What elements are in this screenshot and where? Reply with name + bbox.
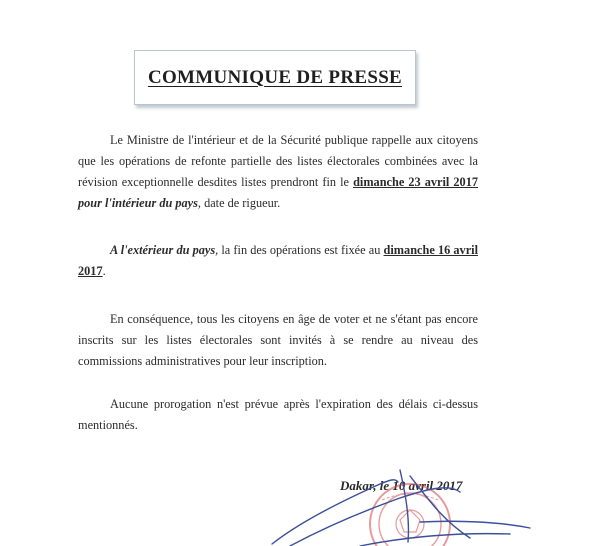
- interior-label: pour l'intérieur du pays: [78, 196, 198, 210]
- paragraph-1-text-a: Le Ministre de l'intérieur et de la Sécurité publique rappelle aux citoyens que les opérations de refonte partielle des listes électorales combinées avec la révision exceptionnelle desdites listes prendront fin le: [78, 133, 478, 189]
- paragraph-1-text-b: , date de rigueur.: [197, 196, 281, 210]
- paragraph-2-text-a: , la fin des opérations est fixée au: [215, 243, 384, 257]
- dateline: Dakar, le 10 avril 2017: [340, 478, 463, 493]
- title-box: [134, 50, 416, 105]
- paragraph-2: A l'extérieur du pays, la fin des opérations est fixée au dimanche 16 avril 2017.: [78, 243, 479, 278]
- end-date-interior: dimanche 23 avril 2017: [353, 175, 478, 189]
- paragraph-4: Aucune prorogation n'est prévue après l'expiration des délais ci-dessus mentionnés.: [78, 397, 478, 432]
- end-date-exterior: dimanche 16 avril 2017: [78, 243, 479, 278]
- signature-and-stamp: [260, 462, 550, 546]
- document-title: COMMUNIQUE DE PRESSE: [147, 66, 403, 88]
- paragraph-1: [78, 130, 478, 214]
- exterior-label: A l'extérieur du pays: [110, 243, 216, 257]
- paragraph-3: En conséquence, tous les citoyens en âge de voter et ne s'étant pas encore inscrits sur les listes électorales sont invités à se rendre au niveau des commissions administratives pour leur inscription.: [78, 312, 478, 368]
